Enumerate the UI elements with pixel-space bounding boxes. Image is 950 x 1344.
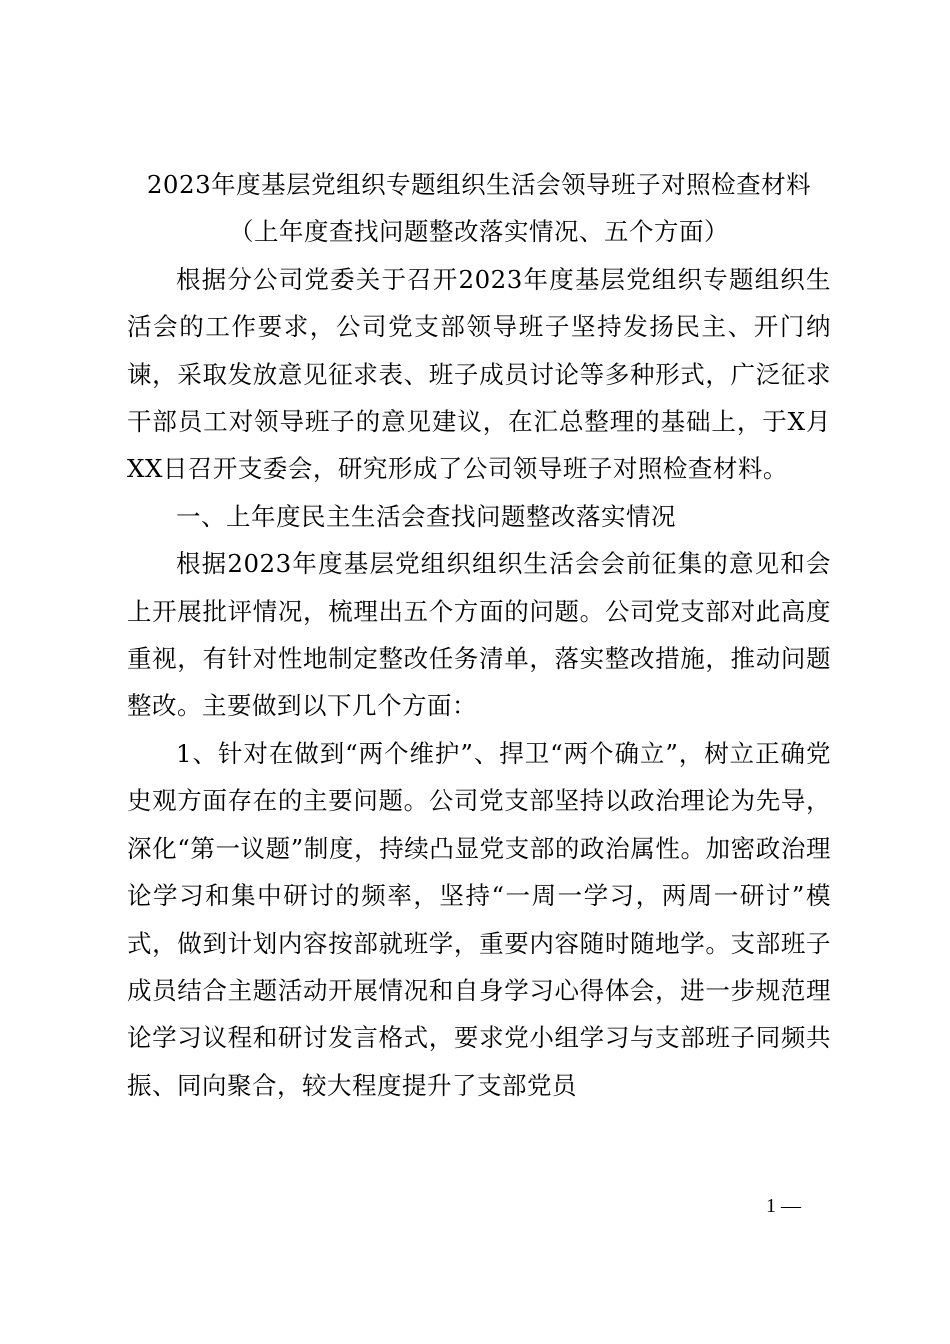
intro-paragraph: 根据分公司党委关于召开2023年度基层党组织专题组织生活会的工作要求，公司党支部领导班子坚持发扬民主、开门纳谏，采取发放意见征求表、班子成员讨论等多种形式，广泛征求干部员工对领导班子的意见建议，在汇总整理的基础上，于X月XX日召开支委会，研究形成了公司领导班子对照检查材料。 [127,264,831,484]
section-paragraph: 根据2023年度基层党组织组织生活会会前征集的意见和会上开展批评情况，梳理出五个方面的问题。公司党支部对此高度重视，有针对性地制定整改任务清单，落实整改措施，推动问题整改。主要做到以下几个方面： [127,549,831,721]
section-heading: 一、上年度民主生活会查找问题整改落实情况 [176,501,676,531]
item-paragraph-1: 1、针对在做到“两个维护”、捍卫“两个确立”，树立正确党史观方面存在的主要问题。公司党支部坚持以政治理论为先导，深化“第一议题”制度，持续凸显党支部的政治属性。加密政治理论学习和集中研讨的频率，坚持“一周一学习，两周一研讨”模式，做到计划内容按部就班学，重要内容随时随地学。支部班子成员结合主题活动开展情况和自身学习心得体会，进一步规范理论学习议程和研讨发言格式，要求党小组学习与支部班子同频共振、同向聚合，较大程度提升了支部党员 [127,738,831,1100]
document-title: 2023年度基层党组织专题组织生活会领导班子对照检查材料 [146,170,812,199]
document-body [127,161,831,1109]
page-number: 1 — [766,1195,801,1217]
document-subtitle: （上年度查找问题整改落实情况、五个方面） [229,217,729,247]
